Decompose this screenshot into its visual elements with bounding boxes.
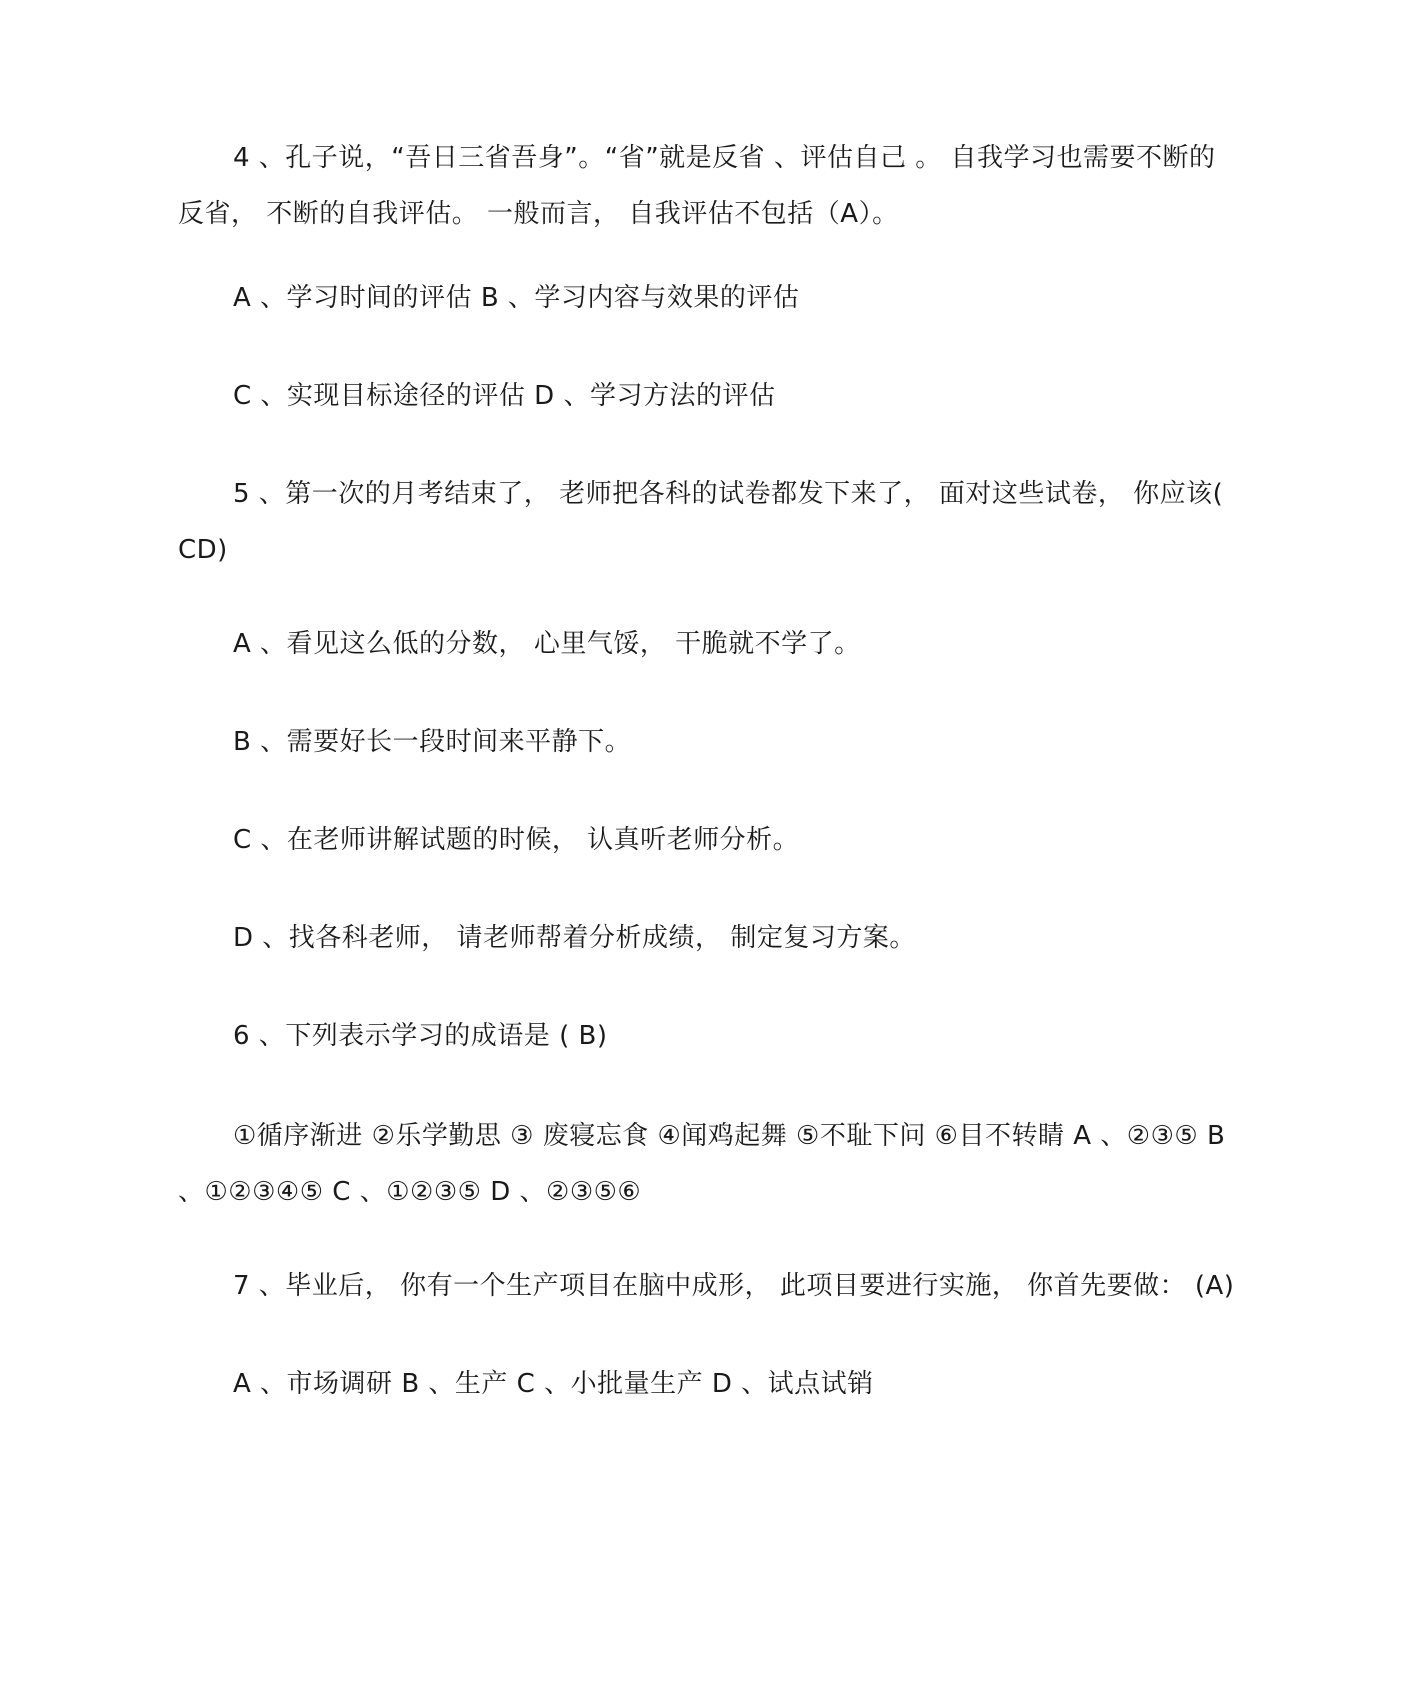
question-4-options-cd: C 、实现目标途径的评估 D 、学习方法的评估	[233, 381, 776, 411]
question-7-stem: 7 、毕业后， 你有一个生产项目在脑中成形， 此项目要进行实施， 你首先要做： (A)	[233, 1271, 1235, 1301]
question-4-options-ab: A 、学习时间的评估 B 、学习内容与效果的评估	[233, 283, 800, 313]
question-4-stem: 4 、孔子说，“吾日三省吾身”。“省”就是反省 、评估自己 。 自我学习也需要不断的反省， 不断的自我评估。 一般而言， 自我评估不包括（A）。	[178, 143, 1216, 229]
question-7-options: A 、市场调研 B 、生产 C 、小批量生产 D 、试点试销	[233, 1369, 874, 1399]
question-5-option-d: D 、找各科老师， 请老师帮着分析成绩， 制定复习方案。	[233, 923, 916, 953]
question-5-stem: 5 、第一次的月考结束了， 老师把各科的试卷都发下来了， 面对这些试卷， 你应该( CD)	[178, 479, 1224, 565]
question-6-items-and-options: ①循序渐进 ②乐学勤思 ③ 废寝忘食 ④闻鸡起舞 ⑤不耻下问 ⑥目不转睛 A 、②③⑤ B 、①②③④⑤ C 、①②③⑤ D 、②③⑤⑥	[178, 1121, 1226, 1207]
question-5-option-b: B 、需要好长一段时间来平静下。	[233, 727, 632, 757]
question-6-stem: 6 、下列表示学习的成语是 ( B)	[233, 1021, 608, 1051]
question-5-option-c: C 、在老师讲解试题的时候， 认真听老师分析。	[233, 825, 800, 855]
question-5-option-a: A 、看见这么低的分数， 心里气馁， 干脆就不学了。	[233, 629, 861, 659]
